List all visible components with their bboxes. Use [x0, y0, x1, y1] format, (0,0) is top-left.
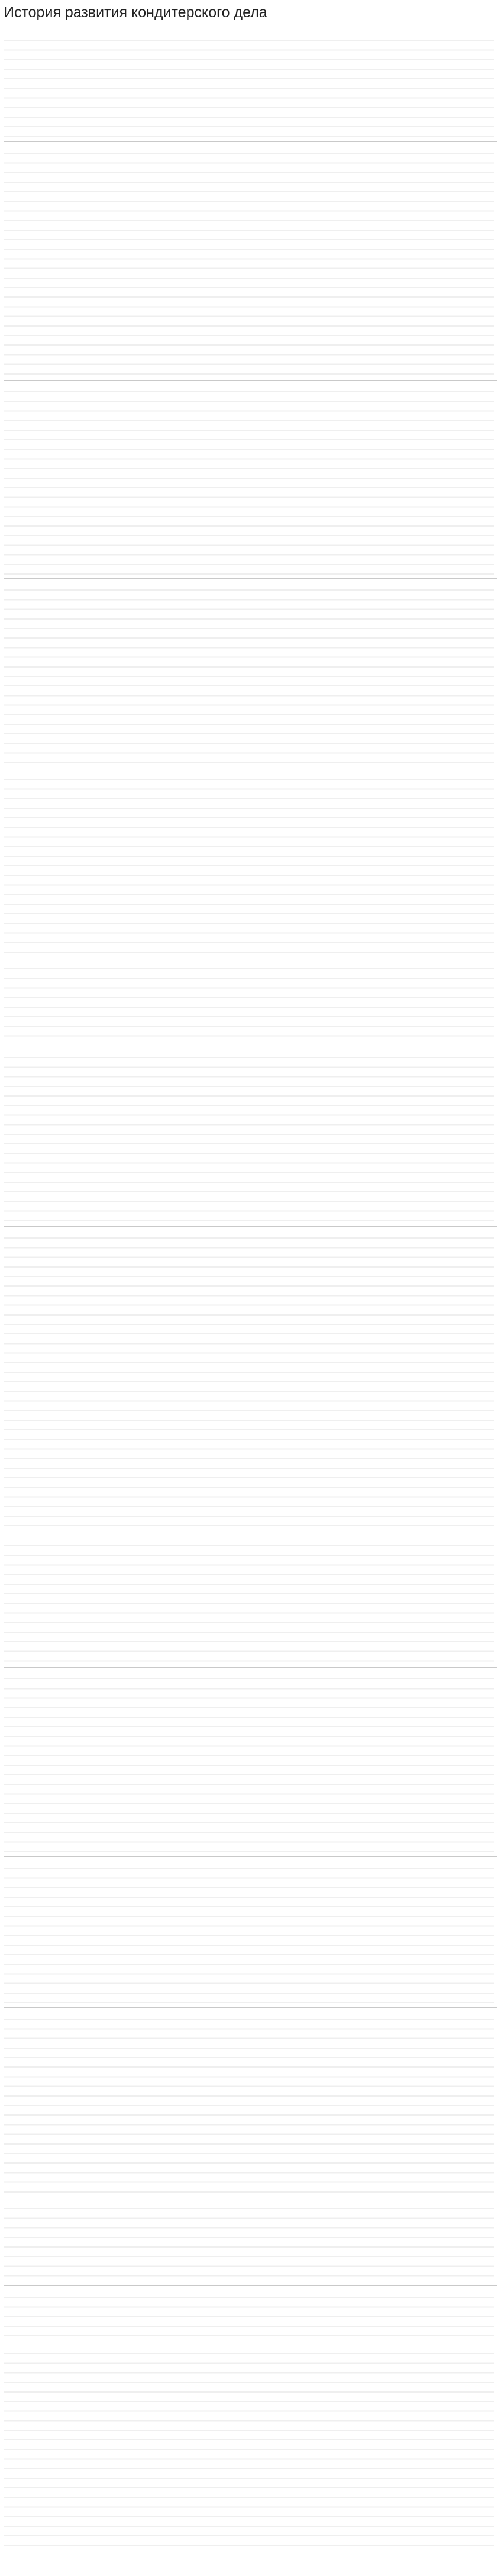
article-paragraph-text [4, 31, 494, 137]
article-paragraph [4, 2007, 497, 2197]
article-paragraph [4, 1856, 497, 2007]
article-paragraph-text [4, 1229, 494, 1526]
article-paragraph-text [4, 1670, 494, 1852]
article-body [4, 29, 497, 2552]
article-paragraph-text [4, 383, 494, 575]
article-paragraph [4, 578, 497, 768]
article-paragraph-text [4, 581, 494, 763]
article-paragraph [4, 1667, 497, 1856]
article-paragraph-text [4, 2200, 494, 2277]
article-paragraph [4, 141, 497, 380]
article-paragraph-text [4, 144, 494, 375]
article-paragraph [4, 2285, 497, 2342]
article-paragraph-text [4, 960, 494, 1037]
article-paragraph [4, 957, 497, 1046]
article-paragraph [4, 29, 497, 141]
article-paragraph [4, 1226, 497, 1534]
article-paragraph [4, 1534, 497, 1667]
article-paragraph-text [4, 1859, 494, 2003]
article-paragraph-text [4, 2288, 494, 2336]
article-paragraph-text [4, 770, 494, 953]
article-paragraph [4, 380, 497, 578]
article-paragraph-text [4, 1049, 494, 1221]
article-paragraph-text [4, 2345, 494, 2546]
article-paragraph [4, 768, 497, 957]
article-paragraph [4, 2197, 497, 2285]
article-title: История развития кондитерского дела [4, 4, 267, 21]
article-paragraph [4, 1046, 497, 1226]
article-paragraph-text [4, 1537, 494, 1662]
article-paragraph [4, 2342, 497, 2552]
article-paragraph-text [4, 2010, 494, 2193]
